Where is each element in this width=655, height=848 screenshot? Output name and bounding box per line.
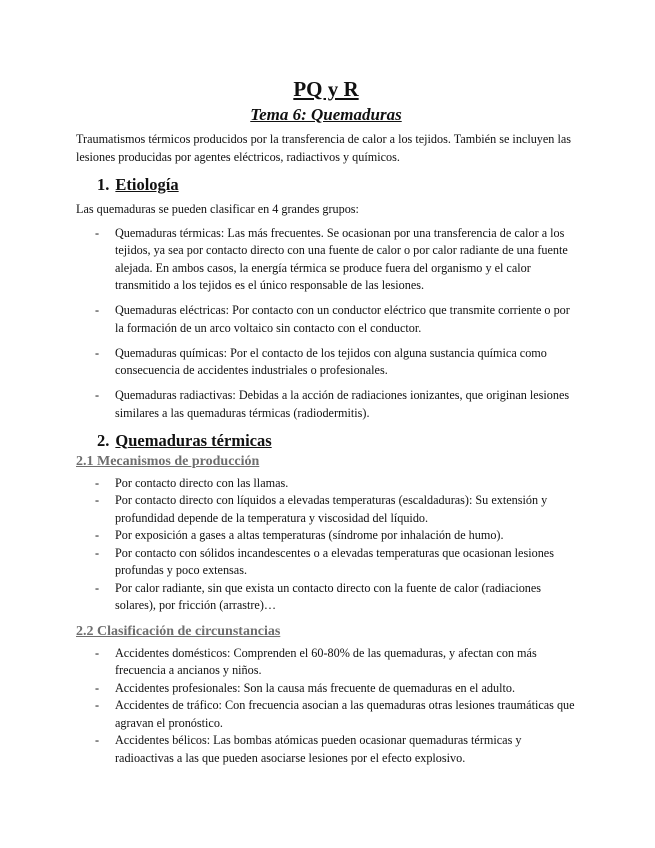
section-intro: Las quemaduras se pueden clasificar en 4 grandes grupos: (76, 202, 359, 216)
section-number: 1. (97, 175, 110, 194)
clasificacion-list (76, 645, 576, 768)
document-title: PQ y R (293, 77, 359, 101)
etiologia-list (76, 225, 576, 423)
subsection-heading-mecanismos: 2.1 Mecanismos de producción (76, 453, 260, 469)
list-item: - Quemaduras radiactivas: Debidas a la acción de radiaciones ionizantes, que originan lesiones similares a las quemaduras térmicas (radiodermitis). (95, 388, 570, 420)
section-heading-quemaduras-termicas (97, 430, 576, 451)
document-page (76, 76, 576, 767)
list-item: - Por contacto con sólidos incandescentes o a elevadas temperaturas que ocasionan lesiones profundas y poco extensas. (95, 545, 554, 577)
list-item: - Accidentes bélicos: Las bombas atómicas pueden ocasionar quemaduras térmicas y radioactivas a las que pueden asociarse lesiones por el efecto explosivo. (95, 733, 522, 765)
list-item: - Accidentes profesionales: Son la causa más frecuente de quemaduras en el adulto. (95, 680, 516, 695)
list-item: - Por calor radiante, sin que exista un contacto directo con la fuente de calor (radiaciones solares), por fricción (arrastre)… (95, 580, 542, 612)
list-item: - Por contacto directo con líquidos a elevadas temperaturas (escaldaduras): Su extensión y profundidad depende de la temperatura y viscosidad del líquido. (95, 493, 548, 525)
list-item: - Quemaduras eléctricas: Por contacto con un conductor eléctrico que transmite corriente o por la formación de un arco voltaico sin contacto con el conductor. (95, 303, 570, 335)
list-item: - Quemaduras químicas: Por el contacto de los tejidos con alguna sustancia química como consecuencia de accidentes industriales o profesionales. (95, 345, 547, 377)
section-title: Quemaduras térmicas (115, 430, 272, 450)
list-item: - Por exposición a gases a altas temperaturas (síndrome por inhalación de humo). (95, 528, 504, 542)
intro-paragraph: Traumatismos térmicos producidos por la transferencia de calor a los tejidos. También se incluyen las lesiones producidas por agentes eléctricos, radiactivos y químicos. (76, 132, 571, 164)
section-heading-etiologia (97, 174, 576, 195)
list-item: - Quemaduras térmicas: Las más frecuentes. Se ocasionan por una transferencia de calor a los tejidos, ya sea por contacto directo con una fuente de calor o por calor radiante de una fuente alejada. En ambos casos, la energía térmica se produce fuera del organismo y el calor transmitido a los tejidos es el único responsable de las lesiones. (95, 225, 568, 292)
subsection-heading-clasificacion: 2.2 Clasificación de circunstancias (76, 623, 281, 639)
document-subtitle: Tema 6: Quemaduras (250, 105, 402, 124)
list-item: - Accidentes de tráfico: Con frecuencia asocian a las quemaduras otras lesiones traumáticas que agravan el pronóstico. (95, 698, 575, 730)
section-number: 2. (97, 430, 110, 450)
list-item: - Accidentes domésticos: Comprenden el 60-80% de las quemaduras, y afectan con más frecuencia a ancianos y niños. (95, 645, 537, 677)
list-item: - Por contacto directo con las llamas. (95, 475, 289, 490)
mecanismos-list (76, 475, 576, 615)
section-title: Etiología (115, 175, 179, 194)
